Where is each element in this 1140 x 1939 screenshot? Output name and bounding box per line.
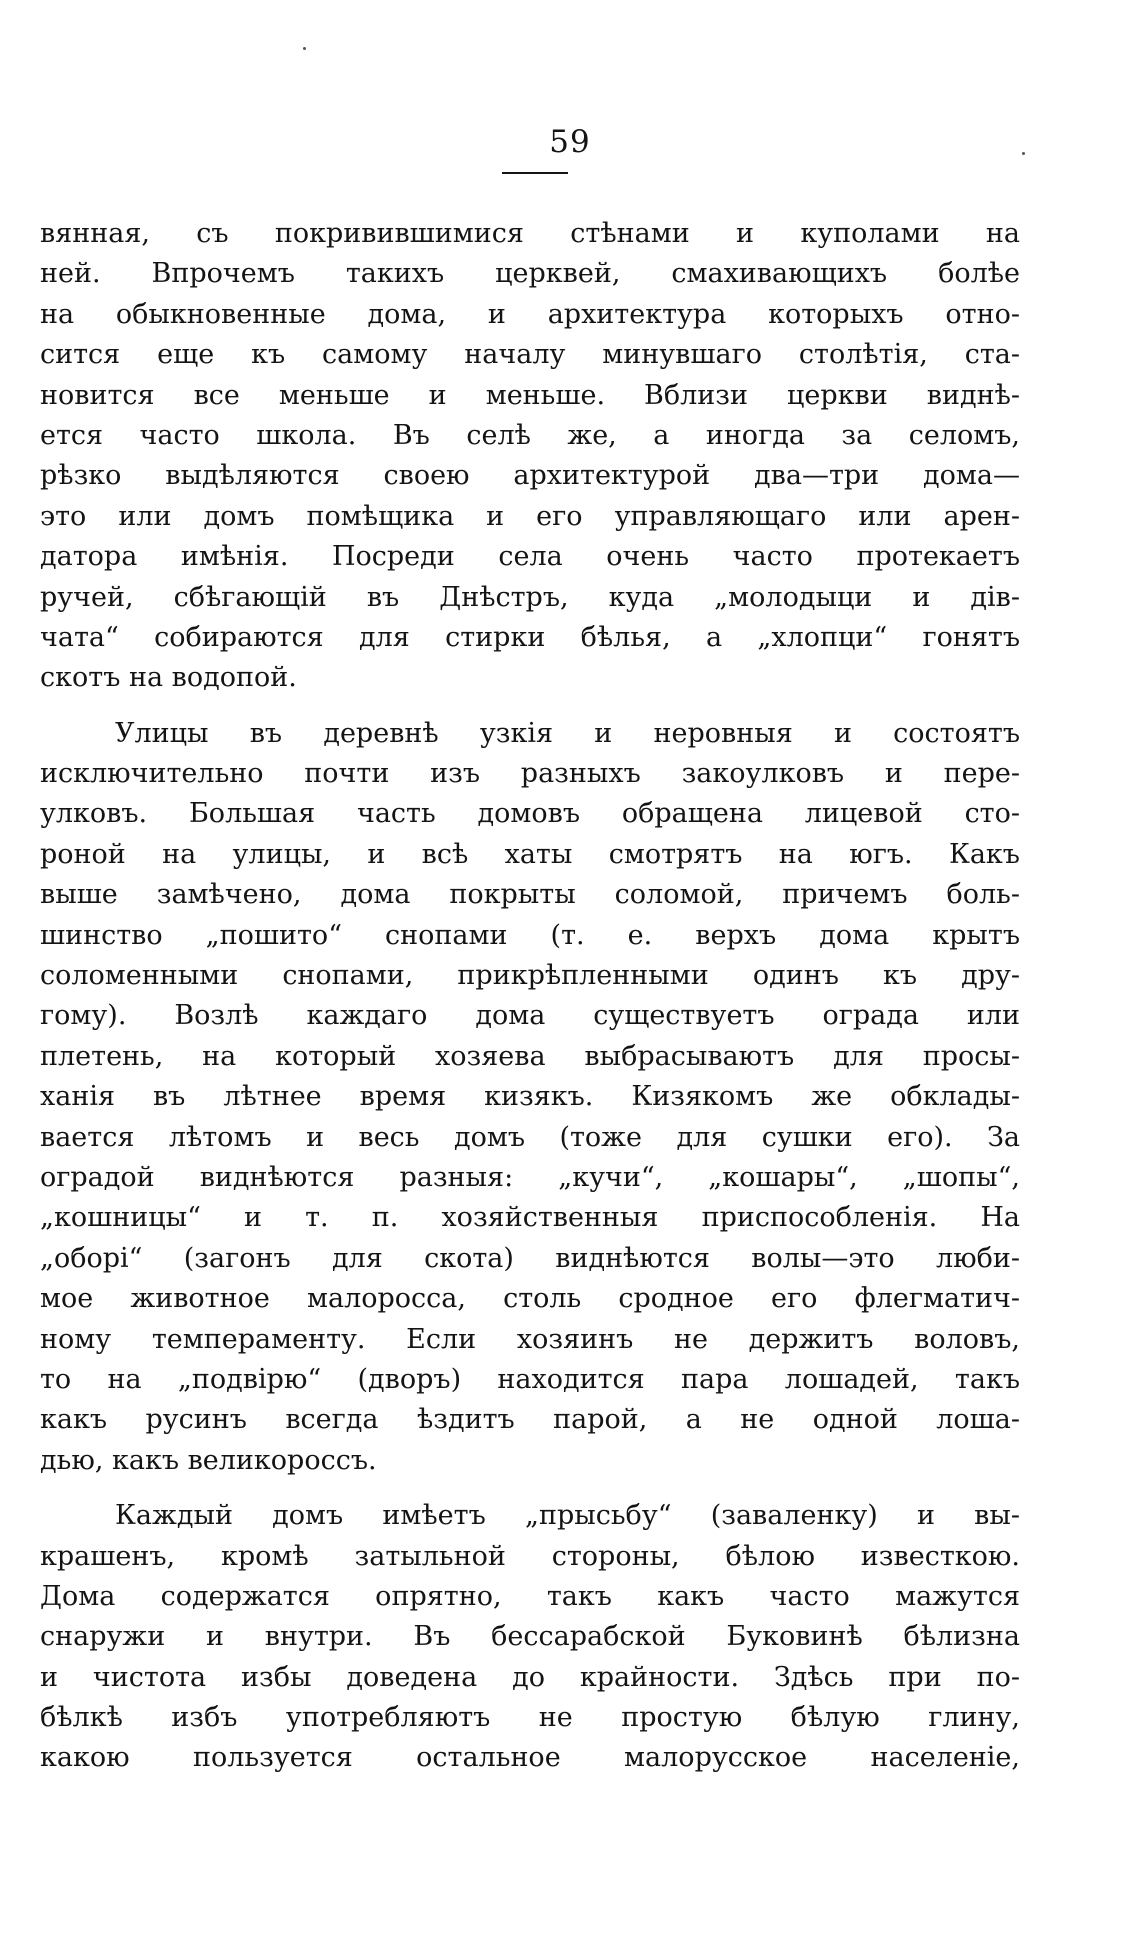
text-line: ней. Впрочемъ такихъ церквей, смахивающихъ болѣе [40,258,1020,290]
text-line: „оборi“ (загонъ для скота) виднѣются волы—это люби- [40,1242,1020,1274]
text-line: Дома содержатся опрятно, такъ какъ часто мажутся [40,1580,1020,1612]
text-line: крашенъ, кромѣ затыльной стороны, бѣлою известкою. [40,1540,1020,1572]
text-line: роной на улицы, и всѣ хаты смотрятъ на югъ. Какъ [40,838,1020,870]
text-line: и чистота избы доведена до крайности. Здѣсь при по- [40,1661,1020,1693]
text-line: „кошницы“ и т. п. хозяйственныя приспособленія. На [40,1202,1020,1234]
text-line: гому). Возлѣ каждаго дома существуетъ ограда или [40,1000,1020,1032]
text-line: ется часто школа. Въ селѣ же, а иногда за селомъ, [40,419,1020,451]
page-number-rule [502,172,568,174]
text-line: бѣлкѣ избъ употребляютъ не простую бѣлую глину, [40,1702,1020,1734]
text-line: ручей, сбѣгающій въ Днѣстръ, куда „молодыци и дiв- [40,581,1020,613]
text-line: Улицы въ деревнѣ узкія и неровныя и состоятъ [115,717,1020,749]
paragraph [40,714,1020,1481]
text-line: то на „подвiрю“ (дворъ) находится пара лошадей, такъ [40,1363,1020,1395]
text-line: дью, какъ великороссъ. [40,1444,377,1476]
text-line: Каждый домъ имѣетъ „прысьбу“ (заваленку) и вы- [115,1500,1020,1532]
text-line: исключительно почти изъ разныхъ закоулковъ и пере- [40,758,1020,790]
text-line: шинство „пошито“ снопами (т. е. верхъ дома крытъ [40,919,1020,951]
text-line: плетень, на который хозяева выбрасываютъ для просы- [40,1040,1020,1072]
text-line: вается лѣтомъ и весь домъ (тоже для сушки его). За [40,1121,1020,1153]
text-line: датора имѣнія. Посреди села очень часто протекаетъ [40,541,1020,573]
print-speck [1022,152,1025,155]
text-line: вянная, съ покривившимися стѣнами и куполами на [40,218,1020,249]
text-line: какою пользуется остальное малорусское населеніе, [40,1742,1020,1774]
text-line: мое животное малоросса, столь сродное его флегматич- [40,1283,1020,1315]
paragraph [40,214,1020,699]
text-line: скотъ на водопой. [40,662,297,694]
paragraph-gap [40,1481,1020,1496]
paragraph-gap [40,699,1020,714]
text-line: ханія въ лѣтнее время кизякъ. Кизякомъ же обклады- [40,1081,1020,1113]
text-line: ному темпераменту. Если хозяинъ не держитъ воловъ, [40,1323,1020,1355]
text-line: новится все меньше и меньше. Вблизи церкви виднѣ- [40,379,1020,411]
body-text [40,214,1020,1779]
text-line: какъ русинъ всегда ѣздитъ парой, а не одной лоша- [40,1404,1020,1436]
print-speck [303,47,306,50]
text-line: это или домъ помѣщика и его управляющаго или арен- [40,500,1020,532]
paragraph [40,1496,1020,1779]
page-number: 59 [549,124,591,160]
text-line: чата“ собираются для стирки бѣлья, а „хлопци“ гонятъ [40,621,1020,653]
text-line: выше замѣчено, дома покрыты соломой, причемъ боль- [40,879,1020,911]
text-line: оградой виднѣются разныя: „кучи“, „кошары“, „шопы“, [40,1161,1020,1193]
text-line: сится еще къ самому началу минувшаго столѣтія, ста- [40,339,1020,371]
text-line: улковъ. Большая часть домовъ обращена лицевой сто- [40,798,1020,830]
text-line: соломенными снопами, прикрѣпленными одинъ къ дру- [40,960,1020,992]
text-line: рѣзко выдѣляются своею архитектурой два—три дома— [40,460,1020,492]
text-line: на обыкновенные дома, и архитектура которыхъ отно- [40,298,1020,330]
text-line: снаружи и внутри. Въ бессарабской Буковинѣ бѣлизна [40,1621,1020,1653]
